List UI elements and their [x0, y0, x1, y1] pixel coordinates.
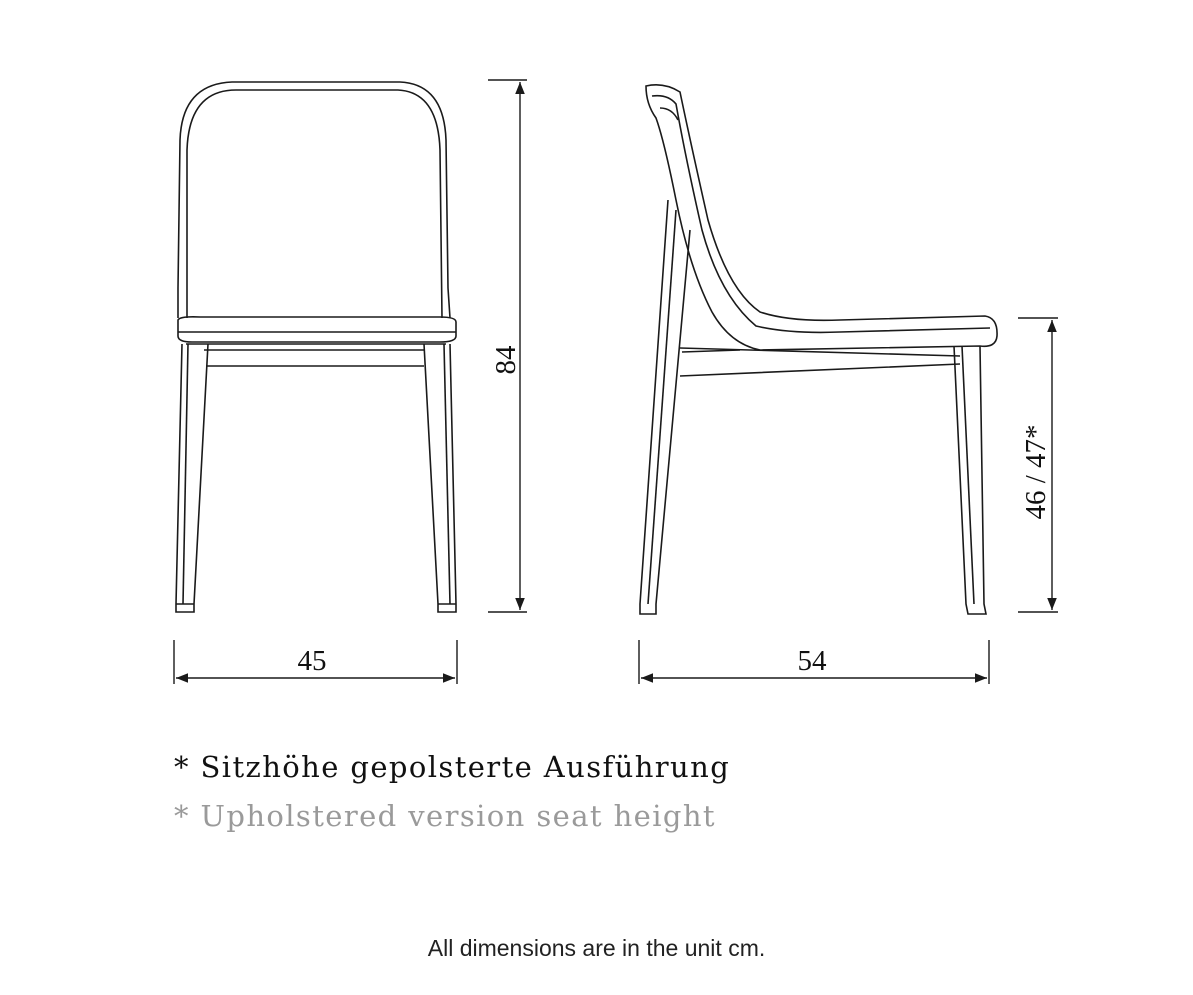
height-label: 84: [490, 345, 522, 375]
units-footer: All dimensions are in the unit cm.: [427, 935, 766, 961]
chair-front-view: [176, 82, 456, 612]
note-english: * Upholstered version seat height: [174, 799, 716, 833]
dimension-lines: [174, 80, 1058, 684]
chair-side-view: [640, 85, 997, 614]
width-label: 45: [297, 645, 327, 677]
depth-label: 54: [797, 645, 827, 677]
note-german: * Sitzhöhe gepolsterte Ausführung: [174, 750, 731, 784]
seat-height-label: 46 / 47*: [1020, 424, 1052, 520]
